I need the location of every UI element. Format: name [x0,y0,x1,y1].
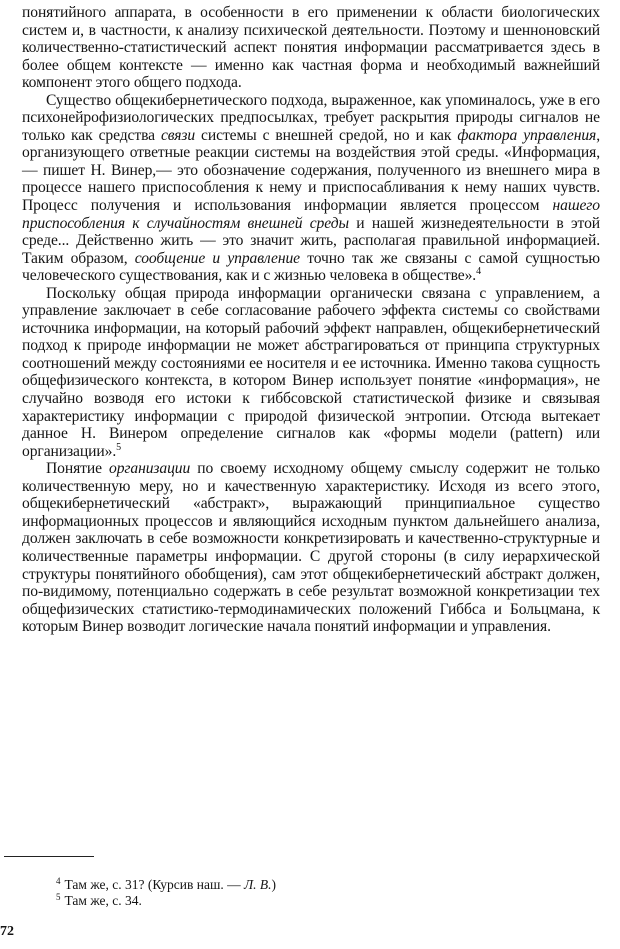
footnote-reference: 4 [476,266,481,278]
footnote-number: 5 [56,891,61,902]
text-run: Существо общекибернетического подхода, выраженное, как упоминалось, уже в его психонейрофизиологических предпосылках, требует раскрытия природы сигналов не только как средства [22,91,600,144]
paragraph [22,92,600,285]
footnote-reference: 5 [116,441,122,453]
text-run: , организующего ответные реакции системы на воздействия этой среды. «Информация,— пишет Н. Винер,— это обозначение содержания, полученного из внешнего мира в процессе нашего приспособления к нему и приспосабливания к нему наших чувств. Процесс получения и использования информации является процессом [22,126,601,215]
text-run: понятийного аппарата, в особенности в его применении к области биологических систем и, в частности, к анализу психической деятельности. Поэтому и шенноновский количественно-статистический аспект понятия информации рассматривается здесь в более общем контексте — именно как частная форма и необходимый важнейший компонент этого общего подхода. [22,4,600,92]
footnote [56,877,276,893]
page-number: 72 [0,924,14,939]
main-text [22,4,600,636]
paragraph [22,460,600,635]
italic-phrase: фактора управления [457,126,597,144]
paragraph [22,4,600,92]
italic-phrase: сообщение и управление [134,249,300,267]
footnote-italic: Л. В. [244,877,272,892]
footnote [56,893,276,909]
text-run: по своему исходному общему смыслу содержит не только количественную меру, но и качественную характеристику. Исходя из всего этого, общекибернетический «абстракт», выражающий принципиальное существо информационных процессов и являющийся исходным пунктом дальнейшего анализа, должен заключать в себе возможности конкретизировать и качественно-структурные и количественные параметры информации. С другой стороны (в силу иерархической структуры понятийного обобщения), сам этот общекибернетический абстракт должен, по-видимому, потенциально содержать в себе результат возможной конкретизации тех общефизических статистико-термодинамических положений Гиббса и Больцмана, к которым Винер возводит логические начала понятий информации и управления. [22,460,600,636]
text-run: Понятие [46,460,110,478]
text-run: точно так же связаны с самой сущностью человеческого существования, как и с жизнью человека в обществе». [22,249,600,285]
footnote-text-end: ) [271,877,277,892]
text-run: системы с внешней средой, но и как [195,126,458,144]
italic-phrase: связи [160,126,196,144]
document-page [22,4,600,944]
footnote-text: Там же, с. 34. [64,893,142,908]
footnote-separator [4,856,94,857]
text-run: и нашей жизнедеятельности в этой среде... Действенно жить — это значит жить, располагая правильной информацией. Таким образом, [22,214,601,267]
footnotes [56,877,276,909]
paragraph [22,285,600,460]
italic-phrase: нашего приспособления к случайностям внешней среды [22,197,600,232]
footnote-text: Там же, с. 31? (Курсив наш. — [64,877,245,892]
footnote-number: 4 [56,875,61,886]
italic-phrase: организации [109,460,191,478]
text-run: Поскольку общая природа информации органически связана с управлением, а управление заключает в себе согласование рабочего эффекта системы со свойствами источника информации, на который рабочий эффект направлен, общекибернетический подход к природе информации не может абстрагироваться от принципа структурных соотношений между состояниями ее носителя и ее источника. Именно такова сущность общефизического контекста, в котором Винер использует понятие «информация», не случайно возводя его истоки к гиббсовской статистической физике и связывая характеристику информации с природой физической энтропии. Отсюда вытекает данное Н. Винером определение сигналов как «формы модели (pattern) или организации». [22,284,600,460]
